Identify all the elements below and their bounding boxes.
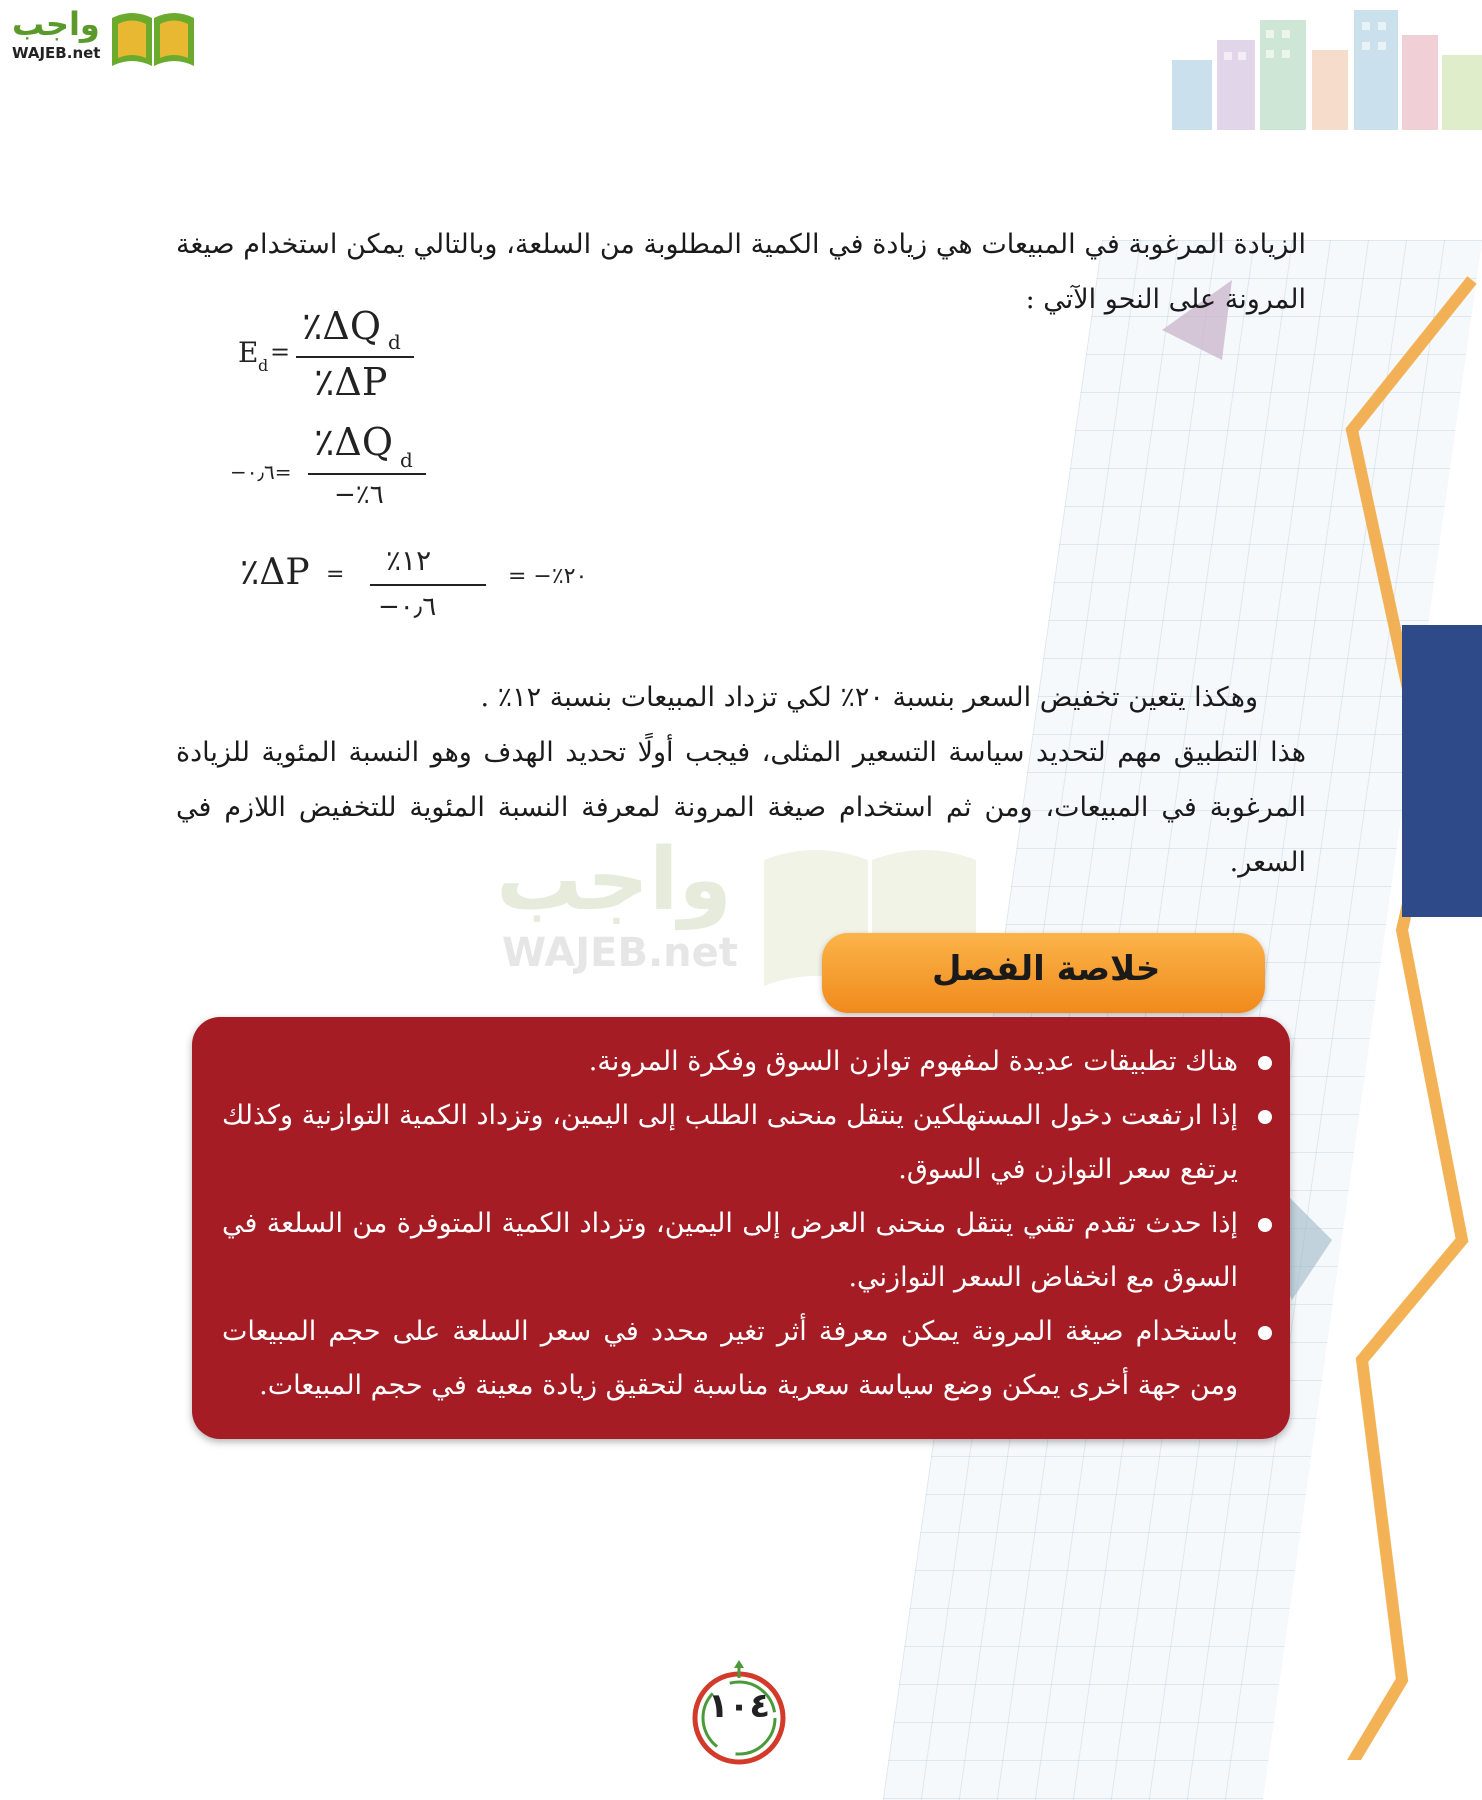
bullet-icon [1258, 1056, 1272, 1070]
logo-arabic-text: واجب [12, 5, 100, 43]
chapter-summary-heading [822, 933, 1265, 1013]
chapter-side-tab [1402, 625, 1482, 917]
page-number: ١٠٤ [707, 1686, 771, 1726]
page-number-badge [684, 1660, 794, 1770]
formula-1-lhs-subscript: d [258, 356, 269, 375]
formula-1-denominator: ٪ΔP [314, 360, 388, 404]
summary-list [222, 1035, 1272, 1413]
elasticity-formulas [230, 300, 650, 630]
formula-1-numerator-subscript: d [388, 330, 401, 354]
bullet-icon [1258, 1218, 1272, 1232]
chapter-summary-box [192, 1017, 1290, 1439]
summary-item-text: إذا حدث تقدم تقني ينتقل منحنى العرض إلى اليمين، وتزداد الكمية المتوفرة من السلعة في السوق مع انخفاض السعر التوازني. [222, 1208, 1238, 1293]
bullet-icon [1258, 1326, 1272, 1340]
summary-item [222, 1305, 1272, 1413]
summary-item-text: باستخدام صيغة المرونة يمكن معرفة أثر تغير محدد في سعر السلعة على حجم المبيعات ومن جهة أخرى يمكن وضع سياسة سعرية مناسبة لتحقيق زيادة معينة في حجم المبيعات. [222, 1316, 1238, 1401]
formula-3-result: = −٪٢٠ [508, 564, 588, 589]
open-book-icon [110, 8, 196, 68]
formula-2-numerator: ٪ΔQ [314, 420, 394, 464]
formula-2-denominator: −٪٦ [334, 480, 384, 510]
watermark-latin-text: WAJEB.net [502, 930, 738, 976]
chapter-summary-title: خلاصة الفصل [932, 949, 1161, 989]
result-paragraph-1: وهكذا يتعين تخفيض السعر بنسبة ٢٠٪ لكي تزداد المبيعات بنسبة ١٢٪ . [480, 682, 1258, 713]
summary-item [222, 1197, 1272, 1305]
formula-3-lhs: ٪ΔP [240, 552, 310, 593]
summary-item-text: إذا ارتفعت دخول المستهلكين ينتقل منحنى الطلب إلى اليمين، وتزداد الكمية التوازنية وكذلك يرتفع سعر التوازن في السوق. [222, 1100, 1238, 1185]
bullet-icon [1258, 1110, 1272, 1124]
formula-3-denominator: −٠٫٦ [378, 592, 437, 622]
summary-item [222, 1089, 1272, 1197]
result-paragraph-2: هذا التطبيق مهم لتحديد سياسة التسعير المثلى، فيجب أولًا تحديد الهدف وهو النسبة المئوية للزيادة المرغوبة في المبيعات، ومن ثم استخدام صيغة المرونة لمعرفة النسبة المئوية للتخفيض اللازم في السعر. [176, 737, 1306, 878]
wajeb-logo[interactable] [12, 6, 197, 68]
formula-3-equals: = [326, 562, 345, 587]
formula-1-lhs: E [238, 336, 259, 369]
logo-latin-text: WAJEB.net [12, 44, 101, 62]
formula-3-numerator: ٪١٢ [386, 544, 432, 577]
city-buildings-illustration [1162, 0, 1482, 140]
formula-1-numerator: ٪ΔQ [302, 304, 382, 348]
formula-2-numerator-subscript: d [400, 448, 413, 472]
formula-1-fraction-bar [296, 356, 414, 358]
intro-paragraph: الزيادة المرغوبة في المبيعات هي زيادة في الكمية المطلوبة من السلعة، وبالتالي يمكن استخدام صيغة المرونة على النحو الآتي : [176, 229, 1306, 315]
summary-item [222, 1035, 1272, 1089]
watermark-arabic-text: واجب [496, 830, 732, 930]
formula-2-fraction-bar [308, 473, 426, 475]
summary-item-text: هناك تطبيقات عديدة لمفهوم توازن السوق وفكرة المرونة. [588, 1046, 1238, 1077]
formula-1-equals: = [270, 338, 291, 366]
formula-3-fraction-bar [370, 584, 486, 586]
formula-2-lhs: −٠٫٦= [230, 460, 292, 484]
